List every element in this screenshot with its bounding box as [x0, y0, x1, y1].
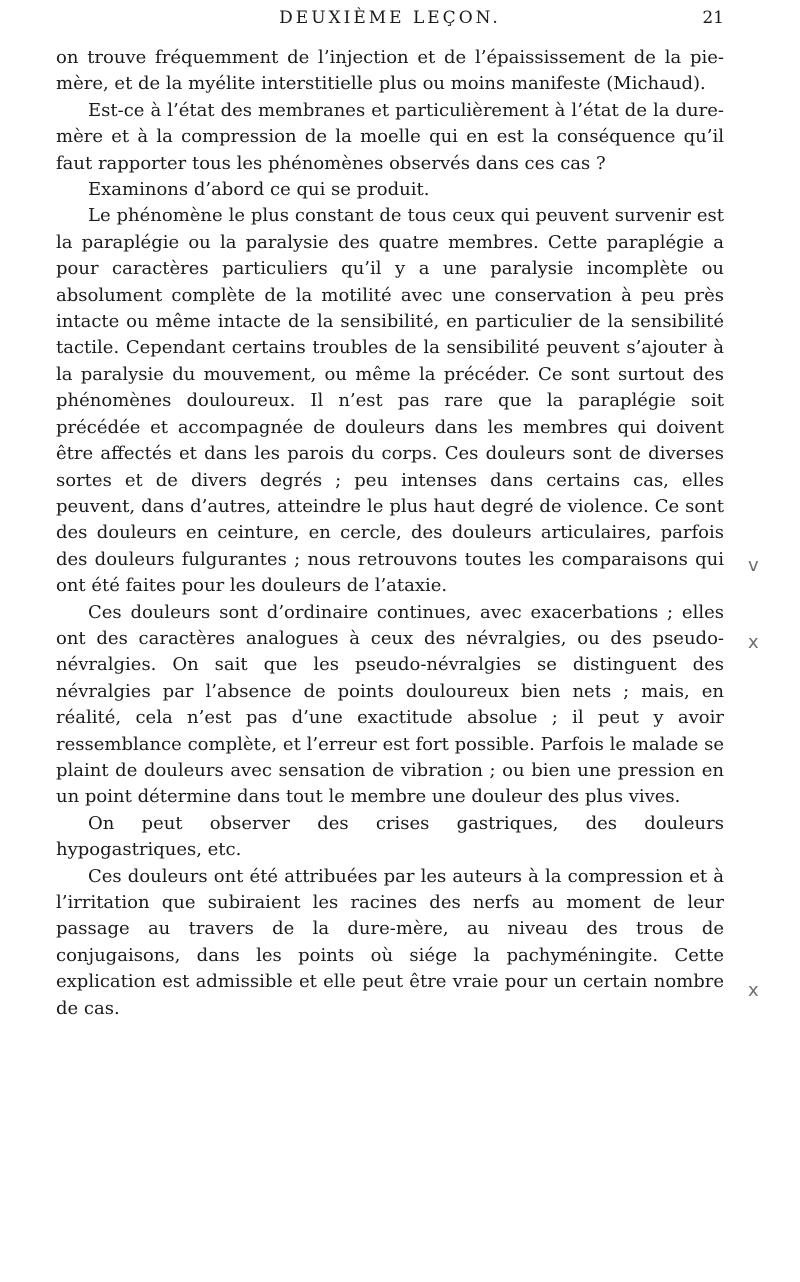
paragraph: Ces douleurs sont d’ordinaire continues, avec exacerbations ; elles ont des caractères analogues à ceux des névralgies, ou des pseudo-névralgies. On sait que les pseudo-névralgies se distinguent des névralgies par l’absence de points douloureux bien nets ; mais, en réalité, cela n’est pas d’une exactitude absolue ; il peut y avoir ressemblance complète, et l’erreur est fort possible. Parfois le malade se plaint de douleurs avec sensation de vibration ; ou bien une pression en un point détermine dans tout le membre une douleur des plus vives. [56, 601, 724, 808]
paragraph: On peut observer des crises gastriques, des douleurs hypogastriques, etc. [56, 812, 724, 861]
paragraph: Ces douleurs ont été attribuées par les auteurs à la compression et à l’irritation que subiraient les racines des nerfs au moment de leur passage au travers de la dure-mère, au niveau des trous de conjugaisons, dans les points où siége la pachyméningite. Cette explication est admissible et elle peut être vraie pour un certain nombre de cas. [56, 865, 724, 1019]
page-header [56, 8, 724, 38]
paragraph: Examinons d’abord ce qui se produit. [88, 179, 430, 201]
page-number: 21 [702, 8, 724, 28]
margin-mark: x [748, 632, 759, 653]
body-text [56, 45, 724, 1022]
paragraph: on trouve fréquemment de l’injection et de l’épaississement de la pie-mère, et de la myélite interstitielle plus ou moins manifeste (Michaud). [56, 47, 724, 95]
running-title: DEUXIÈME LEÇON. [279, 8, 501, 28]
paragraph: Le phénomène le plus constant de tous ceux qui peuvent survenir est la paraplégie ou la paralysie des quatre membres. Cette paraplégie a pour caractères particuliers qu’il y a une paralysie incomplète ou absolument complète de la motilité avec une conservation à peu près intacte ou même intacte de la sensibilité, en particulier de la sensibilité tactile. Cependant certains troubles de la sensibilité peuvent s’ajouter à la paralysie du mouvement, ou même la précéder. Ce sont surtout des phénomènes douloureux. Il n’est pas rare que la paraplégie soit précédée et accompagnée de douleurs dans les membres qui doivent être affectés et dans les parois du corps. Ces douleurs sont de diverses sortes et de divers degrés ; peu intenses dans certains cas, elles peuvent, dans d’autres, atteindre le plus haut degré de violence. Ce sont des douleurs en ceinture, en cercle, des douleurs articulaires, parfois des douleurs fulgurantes ; nous retrouvons toutes les comparaisons qui ont été faites pour les douleurs de l’ataxie. [56, 205, 724, 597]
paragraph: Est-ce à l’état des membranes et particulièrement à l’état de la dure-mère et à la compression de la moelle qui en est la conséquence qu’il faut rapporter tous les phénomènes observés dans ces cas ? [56, 99, 724, 174]
margin-mark: x [748, 980, 759, 1001]
margin-mark: v [748, 555, 759, 576]
